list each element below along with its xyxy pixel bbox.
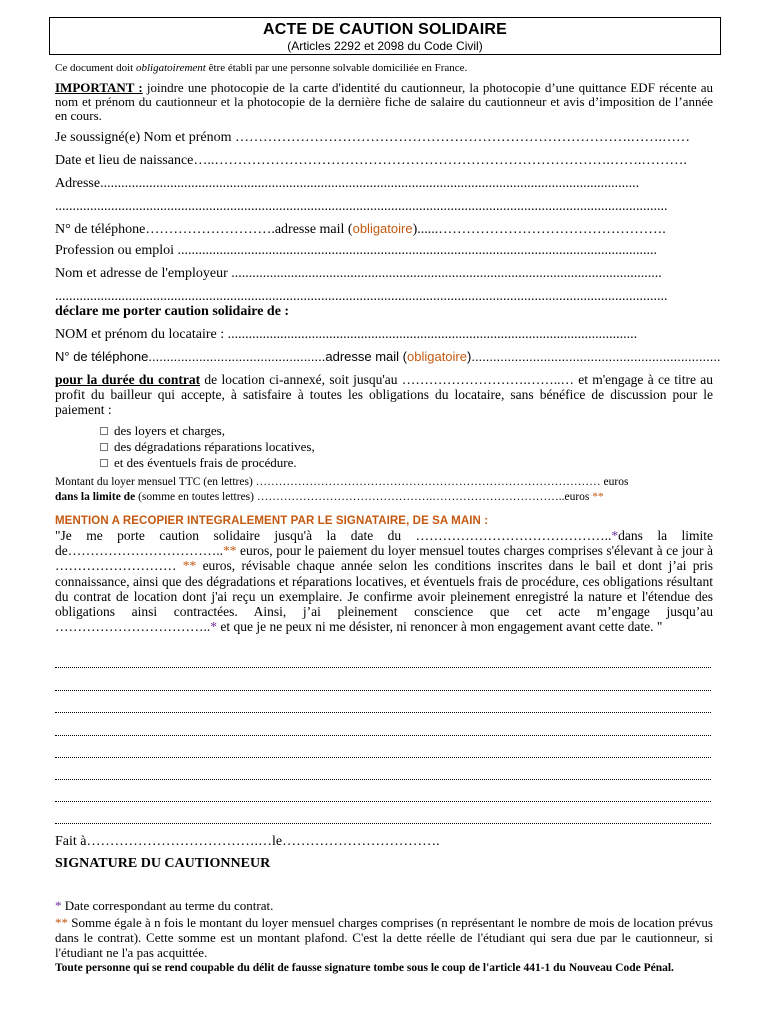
declare-heading: déclare me porter caution solidaire de : <box>55 304 290 319</box>
handwriting-line[interactable] <box>55 756 711 758</box>
locataire-mail-obligatoire-tag: obligatoire <box>407 349 467 364</box>
checklist-label: des loyers et charges, <box>114 423 225 438</box>
checkbox-icon[interactable] <box>100 443 108 451</box>
handwriting-line[interactable] <box>55 734 711 736</box>
handwriting-line[interactable] <box>55 800 711 802</box>
important-paragraph <box>55 81 713 123</box>
title-box <box>49 17 721 55</box>
locataire-telephone-label: N° de téléphone.................................................adresse mail ( <box>55 349 407 364</box>
footnote-text: Somme égale à n fois le montant du loyer mensuel charges comprises (n représentant le nombre de mois de location prévus dans le contrat). Cette somme est un montant plafond. C'est la dette réelle de l'étudiant qui sera due par le cautionneur, si l'étudiant ne l'a pas acquittée. <box>55 915 713 960</box>
obligations-checklist <box>100 423 315 471</box>
telephone-dots: )......…………………………………………. <box>412 222 666 237</box>
footnote-text: Date correspondant au terme du contrat. <box>61 898 274 913</box>
intro-text-post: être établi par une personne solvable domiciliée en France. <box>205 62 468 74</box>
duree-label: pour la durée du contrat <box>55 372 201 387</box>
footnote-2 <box>55 915 713 960</box>
intro-text-pre: Ce document doit <box>55 62 136 74</box>
field-adresse-line2[interactable]: ............................................................................................................................................................................... <box>55 199 668 214</box>
important-label: IMPORTANT : <box>55 80 143 95</box>
footnote-mark: ** <box>182 558 197 574</box>
telephone-label: N° de téléphone……………………….adresse mail ( <box>55 222 353 237</box>
field-locataire-telephone[interactable] <box>55 349 721 364</box>
intro-note <box>55 62 467 74</box>
field-montant-loyer[interactable]: Montant du loyer mensuel TTC (en lettres) ……………………………………………………………………………… euros <box>55 476 629 488</box>
handwriting-line[interactable] <box>55 778 711 780</box>
checkbox-icon[interactable] <box>100 427 108 435</box>
field-telephone[interactable] <box>55 221 666 238</box>
checklist-item[interactable] <box>100 455 315 471</box>
important-text: joindre une photocopie de la carte d'identité du cautionneur, la photocopie d’une quittance EDF récente au nom et prénom du cautionneur et la photocopie de la dernière fiche de salaire du cautionneur et avis d’imposition de l’année en cours. <box>55 80 714 123</box>
footnote-mark: ** <box>223 543 237 559</box>
checklist-item[interactable] <box>100 423 315 439</box>
checklist-label: des dégradations réparations locatives, <box>114 439 315 454</box>
footnote-mark: ** <box>592 491 604 503</box>
mention-text: et que je ne peux ni me désister, ni renoncer à mon engagement avant cette date. " <box>217 619 663 635</box>
penal-warning: Toute personne qui se rend coupable du délit de fausse signature tombe sous le coup de l'article 441-1 du Nouveau Code Pénal. <box>55 962 674 974</box>
checklist-item[interactable] <box>100 439 315 455</box>
mail-obligatoire-tag: obligatoire <box>352 221 413 236</box>
handwriting-line[interactable] <box>55 822 711 824</box>
checkbox-icon[interactable] <box>100 459 108 467</box>
page-subtitle: (Articles 2292 et 2098 du Code Civil) <box>287 39 483 53</box>
footnote-1 <box>55 899 273 913</box>
mention-text: "Je me porte caution solidaire jusqu'à la date du …………………………………….. <box>55 528 612 543</box>
field-adresse[interactable]: Adresse.......................................................................................................................................................... <box>55 176 640 191</box>
handwriting-line[interactable] <box>55 689 711 691</box>
mention-paragraph <box>55 528 713 634</box>
mention-text: euros, révisable chaque année selon les conditions inscrites dans le bail et dont j’ai pris connaissance, ainsi que des dégradations et réparations locatives, et éventuels frais de procédure, ces obligations résultant du contrat de location dont j'ai reçu un exemplaire. Je confirme avoir pleinement enregistré la nature et l'étendue des obligations ainsi contractées. Ainsi, j’ai pleinement conscience que cet acte m’engage jusqu’au …………………………….. <box>55 558 713 635</box>
limite-label: dans la limite de <box>55 491 136 503</box>
field-locataire-nom[interactable]: NOM et prénom du locataire : ..................................................................................................................... <box>55 327 638 342</box>
footnote-mark: ** <box>55 915 68 930</box>
limite-text: (somme en toutes lettres) ……………………………………….……………………………..euros <box>135 491 593 503</box>
locataire-telephone-dots: )..................................................................... <box>467 349 721 364</box>
field-nom[interactable]: Je soussigné(e) Nom et prénom ………………………………………………………………………….…….…… <box>55 130 691 145</box>
duree-text: de location ci-annexé, soit jusqu'au ……………………….……..… et m'engage à ce titre au profit du bailleur qui accepte, à satisfaire à toutes les obligations du locataire, sans bénéfice de discussion pour le paiement : <box>55 372 713 417</box>
field-limite[interactable] <box>55 491 604 503</box>
field-employeur[interactable]: Nom et adresse de l'employeur ........................................................................................................................... <box>55 266 662 281</box>
footnote-mark: * <box>55 898 62 913</box>
field-fait-a[interactable]: Fait à……………………………….…le……………………………. <box>55 834 440 849</box>
field-naissance[interactable]: Date et lieu de naissance…..………………………………………………………………………….…….………. <box>55 153 687 168</box>
duree-paragraph <box>55 372 713 417</box>
intro-emphasis: obligatoirement <box>135 62 206 74</box>
page-title: ACTE DE CAUTION SOLIDAIRE <box>262 21 508 38</box>
signature-heading: SIGNATURE DU CAUTIONNEUR <box>55 856 271 871</box>
mention-heading: MENTION A RECOPIER INTEGRALEMENT PAR LE SIGNATAIRE, DE SA MAIN : <box>55 515 489 527</box>
handwriting-line[interactable] <box>55 711 711 713</box>
mention-text: euros, pour le paiement du loyer mensuel toutes charges comprises s'élevant à ce jour à ……………………… <box>55 543 713 574</box>
field-profession[interactable]: Profession ou emploi ......................................................................................................................................... <box>55 243 657 258</box>
checklist-label: et des éventuels frais de procédure. <box>114 455 297 470</box>
footnote-mark: * <box>210 619 217 635</box>
field-employeur-line2[interactable]: ............................................................................................................................................................................... <box>55 289 668 304</box>
handwriting-line[interactable] <box>55 666 711 668</box>
footnote-mark: * <box>611 528 619 543</box>
mention-text: dans la limite de…………………………….. <box>55 528 713 559</box>
